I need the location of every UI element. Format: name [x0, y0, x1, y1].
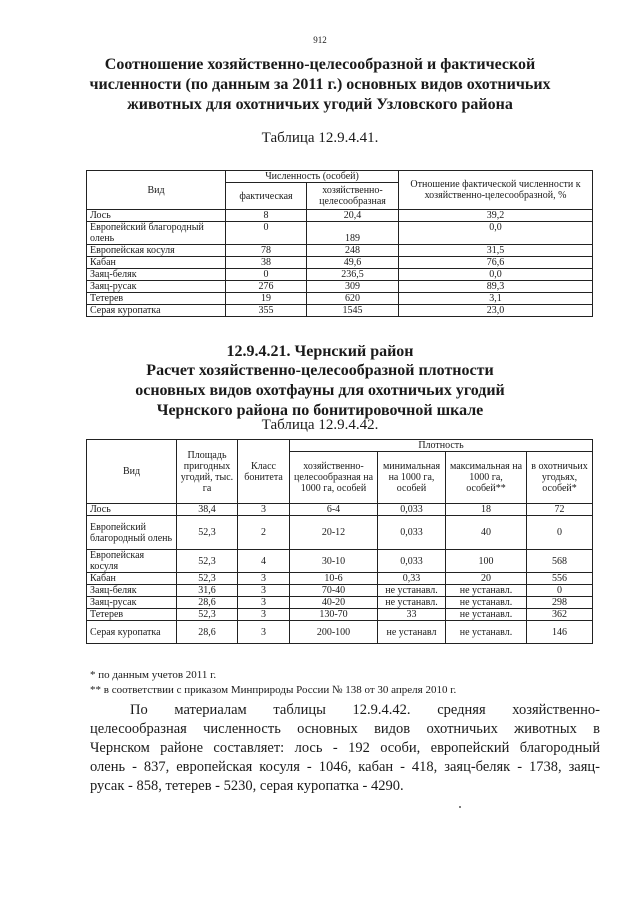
paragraph-line: целесообразная численность основных видов охотничьих животных в: [90, 721, 600, 737]
t1-header-count: Численность (особей): [226, 171, 399, 183]
t2-cell-species: Заяц-русак: [87, 597, 177, 609]
t2-cell-area: 31,6: [177, 585, 238, 597]
section-title: 12.9.4.21. Чернский район: [226, 343, 414, 360]
table-row: [87, 504, 593, 516]
t2-cell-species: Кабан: [87, 573, 177, 585]
t1-cell-economic: 1545: [307, 305, 399, 317]
t2-cell-species: Серая куропатка: [87, 621, 177, 644]
t2-cell-class: 3: [238, 597, 290, 609]
t1-cell-economic: 309: [307, 281, 399, 293]
t2-cell-min: 0,33: [378, 573, 446, 585]
t2-cell-in: 556: [527, 573, 593, 585]
table-row: [87, 621, 593, 644]
table2-title: Расчет хозяйственно-целесообразной плотности основных видов охотфауны для охотничьих угодий Чернского района по бонитировочной шкале: [135, 362, 505, 419]
t1-cell-ratio: 0,0: [399, 269, 593, 281]
t2-cell-species: Заяц-беляк: [87, 585, 177, 597]
t1-cell-actual: 0: [226, 269, 307, 281]
t1-cell-species: Лось: [87, 210, 226, 222]
t2-cell-min: 0,033: [378, 516, 446, 550]
t2-cell-species: Лось: [87, 504, 177, 516]
t2-cell-min: не устанавл.: [378, 597, 446, 609]
paragraph-line: По материалам таблицы 12.9.4.42. средняя хозяйственно-: [130, 702, 600, 718]
table-row: [87, 210, 593, 222]
t2-cell-max: не устанавл.: [446, 585, 527, 597]
paragraph-line: олень - 837, европейская косуля - 1046, кабан - 418, заяц-беляк - 1738, заяц-: [90, 759, 600, 775]
t2-cell-min: 0,033: [378, 504, 446, 516]
t2-cell-area: 28,6: [177, 621, 238, 644]
t1-cell-actual: 276: [226, 281, 307, 293]
t2-header-econ: хозяйственно-целесообразная на 1000 га, особей: [290, 452, 378, 504]
t2-cell-class: 3: [238, 573, 290, 585]
t2-cell-class: 3: [238, 585, 290, 597]
t2-cell-class: 2: [238, 516, 290, 550]
table-row: [87, 573, 593, 585]
paragraph-line: Чернском районе составляет: лось - 192 особи, европейский благородный: [90, 740, 600, 756]
t1-cell-actual: 355: [226, 305, 307, 317]
table2: [86, 439, 593, 644]
t2-cell-area: 52,3: [177, 609, 238, 621]
t1-cell-ratio: 31,5: [399, 245, 593, 257]
table-row: [87, 281, 593, 293]
t2-cell-econ: 70-40: [290, 585, 378, 597]
table2-caption: Таблица 12.9.4.42.: [261, 417, 379, 433]
body-paragraph: [90, 701, 600, 796]
t2-cell-in: 362: [527, 609, 593, 621]
table-row: [87, 305, 593, 317]
t2-cell-econ: 6-4: [290, 504, 378, 516]
page-number: 912: [313, 35, 327, 45]
t1-cell-ratio: 39,2: [399, 210, 593, 222]
t2-cell-econ: 130-70: [290, 609, 378, 621]
table-row: [87, 585, 593, 597]
t2-cell-in: 72: [527, 504, 593, 516]
t1-cell-economic: 49,6: [307, 257, 399, 269]
t2-cell-species: Тетерев: [87, 609, 177, 621]
t1-cell-actual: 78: [226, 245, 307, 257]
t2-cell-econ: 40-20: [290, 597, 378, 609]
t2-cell-econ: 10-6: [290, 573, 378, 585]
t1-cell-ratio: 0,0: [399, 222, 593, 245]
t2-cell-in: 146: [527, 621, 593, 644]
t2-cell-min: 0,033: [378, 550, 446, 573]
table-row: [87, 257, 593, 269]
t2-cell-area: 28,6: [177, 597, 238, 609]
paragraph-line: русак - 858, тетерев - 5230, серая куропатка - 4290.: [90, 778, 404, 794]
t1-cell-species: Кабан: [87, 257, 226, 269]
table-row: [87, 609, 593, 621]
table1: [86, 170, 593, 317]
t1-cell-species: Серая куропатка: [87, 305, 226, 317]
t2-cell-max: не устанавл.: [446, 621, 527, 644]
t2-cell-species: Европейская косуля: [87, 550, 177, 573]
table1-caption: Таблица 12.9.4.41.: [261, 130, 379, 146]
t1-cell-economic: 620: [307, 293, 399, 305]
t2-cell-species: Европейский благородный олень: [87, 516, 177, 550]
table-row: [87, 269, 593, 281]
t2-header-max: максимальная на 1000 га, особей**: [446, 452, 527, 504]
t1-cell-actual: 0: [226, 222, 307, 245]
t1-cell-economic: 20,4: [307, 210, 399, 222]
t2-cell-class: 3: [238, 609, 290, 621]
table-row: [87, 222, 593, 245]
t1-cell-ratio: 89,3: [399, 281, 593, 293]
footnote-2: ** в соответствии с приказом Минприроды России № 138 от 30 апреля 2010 г.: [90, 684, 457, 696]
scan-speck: [459, 806, 461, 808]
t2-cell-max: 18: [446, 504, 527, 516]
t2-cell-min: не устанавл.: [378, 585, 446, 597]
t2-header-in: в охотничьих угодьях, особей*: [527, 452, 593, 504]
t2-cell-econ: 30-10: [290, 550, 378, 573]
t2-header-species: Вид: [87, 440, 177, 504]
t2-cell-max: не устанавл.: [446, 609, 527, 621]
t1-cell-species: Заяц-русак: [87, 281, 226, 293]
t1-cell-ratio: 23,0: [399, 305, 593, 317]
t2-cell-max: 100: [446, 550, 527, 573]
table-row: [87, 245, 593, 257]
table1-title: Соотношение хозяйственно-целесообразной и фактической численности (по данным за 2011 г.) основных видов охотничьих животных для охотничьих угодий Узловского района: [89, 56, 551, 113]
footnote-1: * по данным учетов 2011 г.: [90, 669, 217, 681]
t1-cell-ratio: 76,6: [399, 257, 593, 269]
t2-header-class: Класс бонитета: [238, 440, 290, 504]
t1-cell-economic: 189: [307, 222, 399, 245]
t1-cell-species: Тетерев: [87, 293, 226, 305]
t2-cell-max: 20: [446, 573, 527, 585]
table-row: [87, 516, 593, 550]
t1-cell-ratio: 3,1: [399, 293, 593, 305]
t2-cell-econ: 20-12: [290, 516, 378, 550]
t1-cell-actual: 38: [226, 257, 307, 269]
table-row: [87, 293, 593, 305]
t1-header-economic: хозяйственно-целесообразная: [307, 183, 399, 210]
t2-cell-area: 38,4: [177, 504, 238, 516]
t2-cell-area: 52,3: [177, 516, 238, 550]
t1-cell-economic: 248: [307, 245, 399, 257]
t2-cell-class: 3: [238, 621, 290, 644]
t1-cell-species: Европейский благородный олень: [87, 222, 226, 245]
t2-header-area: Площадь пригодных угодий, тыс. га: [177, 440, 238, 504]
t2-cell-area: 52,3: [177, 573, 238, 585]
t1-cell-actual: 19: [226, 293, 307, 305]
t1-cell-species: Европейская косуля: [87, 245, 226, 257]
t2-cell-in: 0: [527, 585, 593, 597]
table-row: [87, 597, 593, 609]
t1-header-species: Вид: [87, 171, 226, 210]
t2-cell-in: 0: [527, 516, 593, 550]
t2-cell-min: 33: [378, 609, 446, 621]
t2-header-min: минимальная на 1000 га, особей: [378, 452, 446, 504]
t1-cell-actual: 8: [226, 210, 307, 222]
t2-cell-class: 4: [238, 550, 290, 573]
t1-header-ratio: Отношение фактической численности к хозяйственно-целесообразной, %: [399, 171, 593, 210]
t1-cell-economic: 236,5: [307, 269, 399, 281]
t2-cell-in: 298: [527, 597, 593, 609]
t2-cell-in: 568: [527, 550, 593, 573]
t2-cell-min: не устанавл: [378, 621, 446, 644]
t2-cell-max: не устанавл.: [446, 597, 527, 609]
t2-cell-econ: 200-100: [290, 621, 378, 644]
t2-header-density: Плотность: [290, 440, 593, 452]
t2-cell-max: 40: [446, 516, 527, 550]
t1-header-actual: фактическая: [226, 183, 307, 210]
t1-cell-species: Заяц-беляк: [87, 269, 226, 281]
table-row: [87, 550, 593, 573]
t2-cell-class: 3: [238, 504, 290, 516]
t2-cell-area: 52,3: [177, 550, 238, 573]
